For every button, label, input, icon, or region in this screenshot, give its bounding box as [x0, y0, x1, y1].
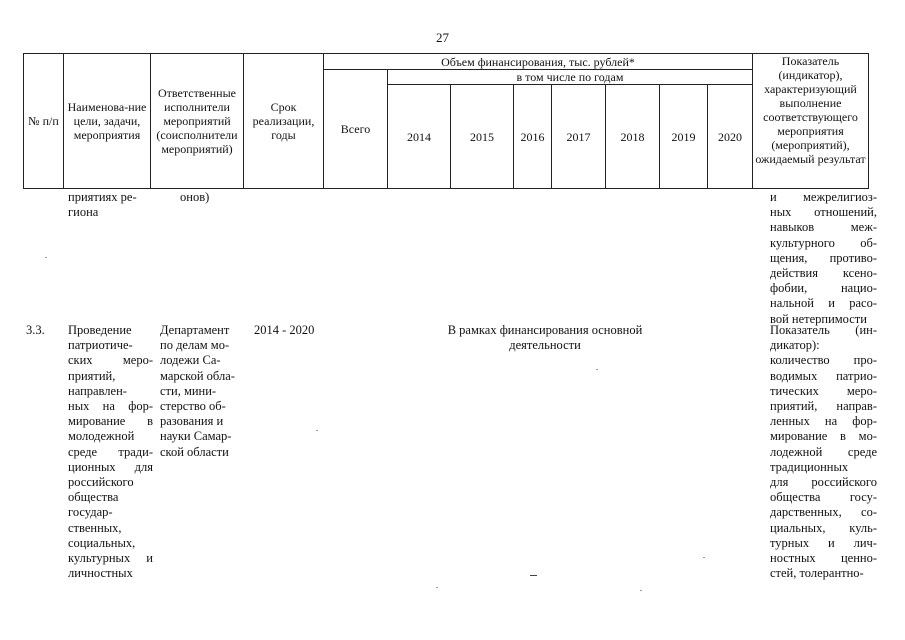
header-year: 2020	[708, 85, 753, 189]
row-funding	[395, 323, 695, 353]
row-indicator-line: лодежной среде	[770, 444, 877, 459]
header-year: 2019	[660, 85, 708, 189]
header-year: 2014	[388, 85, 451, 189]
row-name-line: личностных	[68, 566, 133, 581]
row-executors-line: лодежи Са-	[160, 353, 221, 368]
row-indicator-line: Показатель (ин-	[770, 323, 877, 337]
scan-speck	[596, 369, 598, 370]
row-name-line: государ-	[68, 505, 113, 520]
row-indicator-line: традиционных	[770, 459, 849, 474]
continuation-indicator	[770, 190, 877, 327]
header-year: 2018	[606, 85, 660, 189]
continuation-indicator-line: и межрелигиоз-	[770, 190, 877, 204]
row-indicator-line: турных и лич-	[770, 535, 877, 550]
row-name-line: российского	[68, 475, 134, 490]
continuation-name-line: гиона	[68, 205, 99, 220]
row-name	[68, 323, 153, 581]
row-name-line: ционных для	[68, 459, 153, 474]
row-indicator-line: мирование в мо-	[770, 429, 877, 444]
row-executors-line: разования и	[160, 414, 224, 429]
header-by-years: в том числе по годам	[388, 70, 753, 85]
scan-speck	[640, 590, 642, 591]
row-executors-line: по делам мо-	[160, 338, 230, 353]
row-indicator-line: дикатор):	[770, 338, 820, 353]
header-executors: Ответственные исполнители мероприятий (соисполнители мероприятий)	[151, 54, 244, 189]
row-funding-line: деятельности	[509, 338, 581, 353]
row-name-line: ных на фор-	[68, 399, 153, 414]
row-indicator-line: общества госу-	[770, 490, 877, 505]
scan-speck	[436, 587, 438, 588]
header-total: Всего	[324, 70, 388, 189]
row-indicator-line: ностных ценно-	[770, 551, 877, 566]
row-executors-line: Департамент	[160, 323, 230, 337]
row-indicator-line: циальных, куль-	[770, 520, 877, 535]
row-name-line: общества	[68, 490, 119, 505]
header-funding: Объем финансирования, тыс. рублей*	[324, 54, 753, 70]
table-header	[23, 53, 869, 189]
scan-speck	[45, 257, 47, 258]
row-name-line: социальных,	[68, 535, 136, 550]
row-indicator-line: дарственных, со-	[770, 505, 877, 520]
row-term: 2014 - 2020	[254, 323, 315, 337]
row-executors-line: ской области	[160, 444, 229, 459]
continuation-indicator-line: фобии, нацио-	[770, 281, 877, 296]
row-name-line: патриотиче-	[68, 338, 133, 353]
row-name-line: культурных и	[68, 551, 153, 566]
continuation-indicator-line: навыков меж-	[770, 220, 877, 235]
row-indicator-line: для российского	[770, 475, 877, 490]
row-indicator-line: количество про-	[770, 353, 877, 368]
continuation-executors	[180, 190, 258, 205]
row-name-line: приятий,	[68, 368, 116, 383]
row-executors-line: сти, мини-	[160, 383, 217, 398]
header-year: 2017	[552, 85, 606, 189]
continuation-indicator-line: культурного об-	[770, 235, 877, 250]
row-name-line: среде тради-	[68, 444, 153, 459]
continuation-indicator-line: щения, противо-	[770, 250, 877, 265]
row-funding-line: В рамках финансирования основной	[447, 323, 643, 337]
continuation-name	[68, 190, 153, 220]
header-year: 2016	[514, 85, 552, 189]
page-number: 27	[436, 30, 449, 45]
header-number: № п/п	[24, 54, 64, 189]
header-year: 2015	[451, 85, 514, 189]
continuation-indicator-line: ных отношений,	[770, 205, 877, 220]
row-name-line: мирование в	[68, 414, 153, 429]
continuation-name-line: приятиях ре-	[68, 190, 137, 204]
scan-speck	[703, 557, 705, 558]
continuation-indicator-line: нальной и расо-	[770, 296, 877, 311]
scan-speck	[316, 430, 318, 431]
header-indicator: Показатель (индикатор), характеризующий выполнение соответствующего мероприятия (мероприятий), ожидаемый результат	[753, 54, 869, 189]
row-name-line: направлен-	[68, 383, 127, 398]
row-name-line: ственных,	[68, 520, 122, 535]
row-indicator-line: ленных на фор-	[770, 414, 877, 429]
row-indicator-line: водимых патрио-	[770, 368, 877, 383]
header-name: Наименова-ние цели, задачи, мероприятия	[64, 54, 151, 189]
row-executors-line: стерство об-	[160, 399, 226, 414]
continuation-indicator-line: действия ксено-	[770, 266, 877, 281]
row-indicator-line: стей, толерантно-	[770, 566, 864, 581]
row-indicator	[770, 323, 877, 581]
row-executors-line: науки Самар-	[160, 429, 232, 444]
row-number: 3.3.	[26, 323, 45, 337]
row-name-line: молодежной	[68, 429, 135, 444]
row-name-line: ских меро-	[68, 353, 153, 368]
row-indicator-line: тических меро-	[770, 383, 877, 398]
row-executors	[160, 323, 238, 460]
continuation-executors-line: онов)	[180, 190, 210, 204]
header-term: Срок реализации, годы	[244, 54, 324, 189]
row-executors-line: марской обла-	[160, 368, 235, 383]
row-indicator-line: приятий, направ-	[770, 399, 877, 414]
row-name-line: Проведение	[68, 323, 132, 337]
continuation-indicator-line: вой нетерпимости	[770, 311, 867, 326]
scan-speck	[530, 575, 537, 576]
